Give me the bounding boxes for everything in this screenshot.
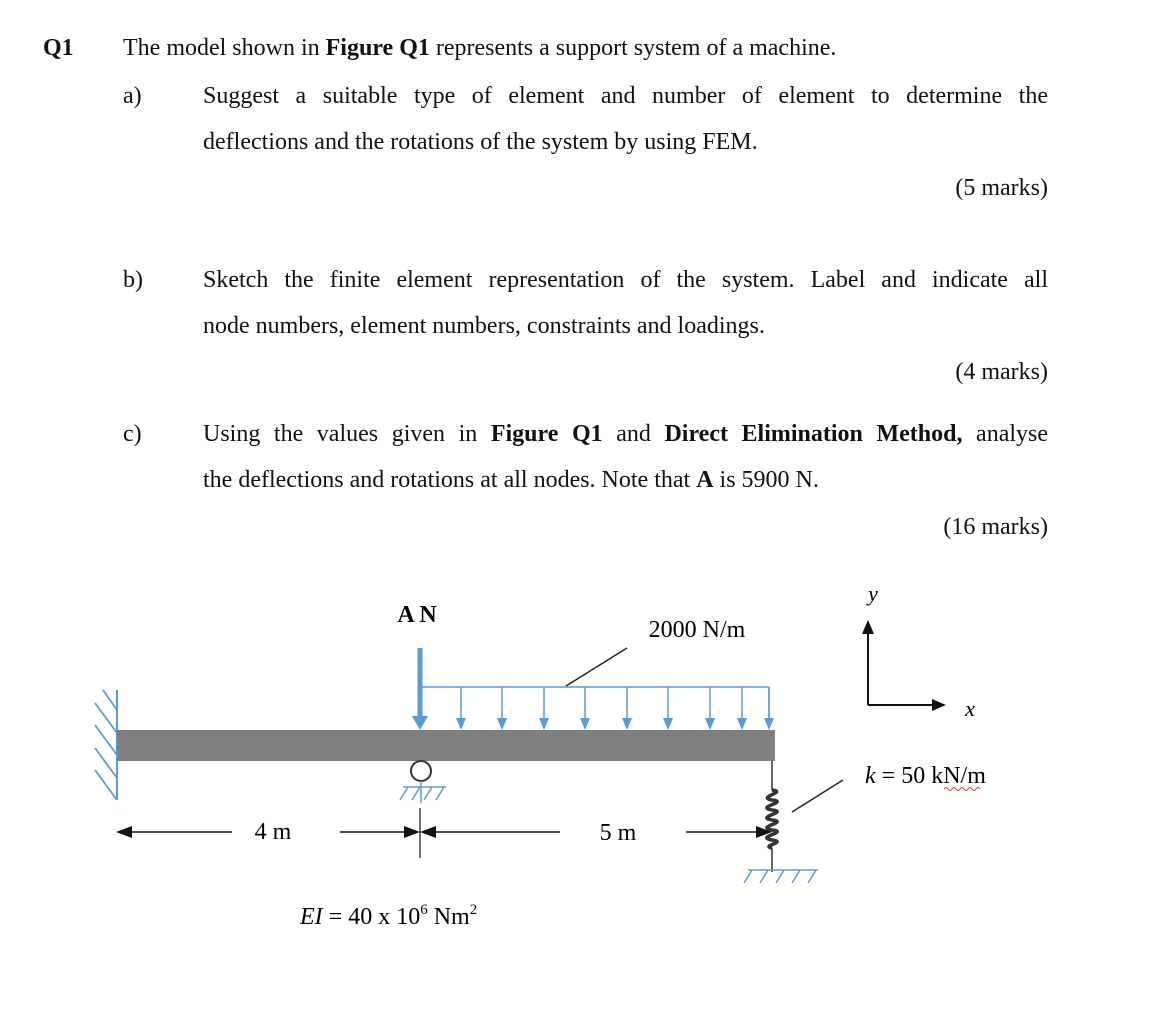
part-a-line2: deflections and the rotations of the system by using FEM.: [203, 129, 758, 155]
part-b-line1: Sketch the finite element representation of the system. Label and indicate all: [203, 267, 1048, 293]
distributed-load-arrow: [580, 687, 590, 730]
spring-unit: kN/m: [931, 763, 986, 789]
spring-stiffness-label: [865, 763, 986, 789]
distributed-load-label: 2000 N/m: [648, 617, 746, 643]
part-c-load-symbol: A: [696, 467, 714, 493]
intro-text: The model shown in: [123, 35, 326, 61]
point-load-label: A N: [397, 602, 437, 628]
part-c-marks: (16 marks): [943, 514, 1048, 540]
question-number: Q1: [43, 35, 74, 61]
part-c-text: the deflections and rotations at all nodes. Note that: [203, 467, 697, 493]
part-a-line1: Suggest a suitable type of element and number of element to determine the: [203, 83, 1048, 109]
intro-figure-ref: Figure Q1: [325, 35, 430, 61]
right-span-label: 5 m: [599, 820, 637, 846]
part-a-marks: (5 marks): [955, 175, 1048, 201]
flexural-rigidity-label: [299, 902, 477, 930]
distributed-load-arrow: [705, 687, 715, 730]
ei-unit: Nm: [427, 904, 470, 930]
part-a-label: a): [123, 83, 142, 109]
y-axis-label: y: [868, 581, 878, 606]
distributed-load-arrow: [456, 687, 466, 730]
ei-exponent: 6: [420, 902, 428, 918]
dimension-right: [420, 826, 772, 838]
part-c-label: c): [123, 421, 142, 447]
distributed-load-leader: [566, 648, 627, 686]
ei-value: = 40 x 10: [322, 904, 421, 930]
spring-symbol: k: [865, 763, 876, 789]
beam: [117, 730, 775, 761]
point-load-arrow: [412, 648, 428, 730]
spring-leader: [792, 780, 843, 812]
pin-support: [400, 761, 446, 803]
part-b-label: b): [123, 267, 143, 293]
ei-symbol: EI: [300, 904, 323, 930]
distributed-load-arrow: [539, 687, 549, 730]
x-axis-label: x: [965, 696, 975, 721]
distributed-load-arrow: [737, 687, 747, 730]
distributed-load-arrow: [663, 687, 673, 730]
distributed-load: [420, 687, 774, 730]
part-b-line2: node numbers, element numbers, constraints and loadings.: [203, 313, 765, 339]
left-span-label: 4 m: [254, 819, 292, 845]
spring-support: [744, 761, 818, 883]
intro-text-end: represents a support system of a machine.: [429, 35, 837, 61]
distributed-load-arrow: [764, 687, 774, 730]
part-c-figure-ref: Figure Q1: [490, 421, 603, 447]
part-c-text: Using the values given in: [203, 421, 491, 447]
part-c-text: analyse: [962, 421, 1049, 447]
ei-unit-exponent: 2: [469, 902, 478, 918]
distributed-load-arrow: [622, 687, 632, 730]
part-c-text: and: [602, 421, 665, 447]
coordinate-axes: [862, 620, 946, 711]
spring-value: = 50: [875, 763, 932, 789]
part-c-method: Direct Elimination Method,: [664, 421, 963, 447]
part-b-marks: (4 marks): [955, 359, 1048, 385]
fixed-wall-support: [95, 690, 117, 800]
distributed-load-arrow: [497, 687, 507, 730]
part-c-text: is 5900 N.: [713, 467, 819, 493]
